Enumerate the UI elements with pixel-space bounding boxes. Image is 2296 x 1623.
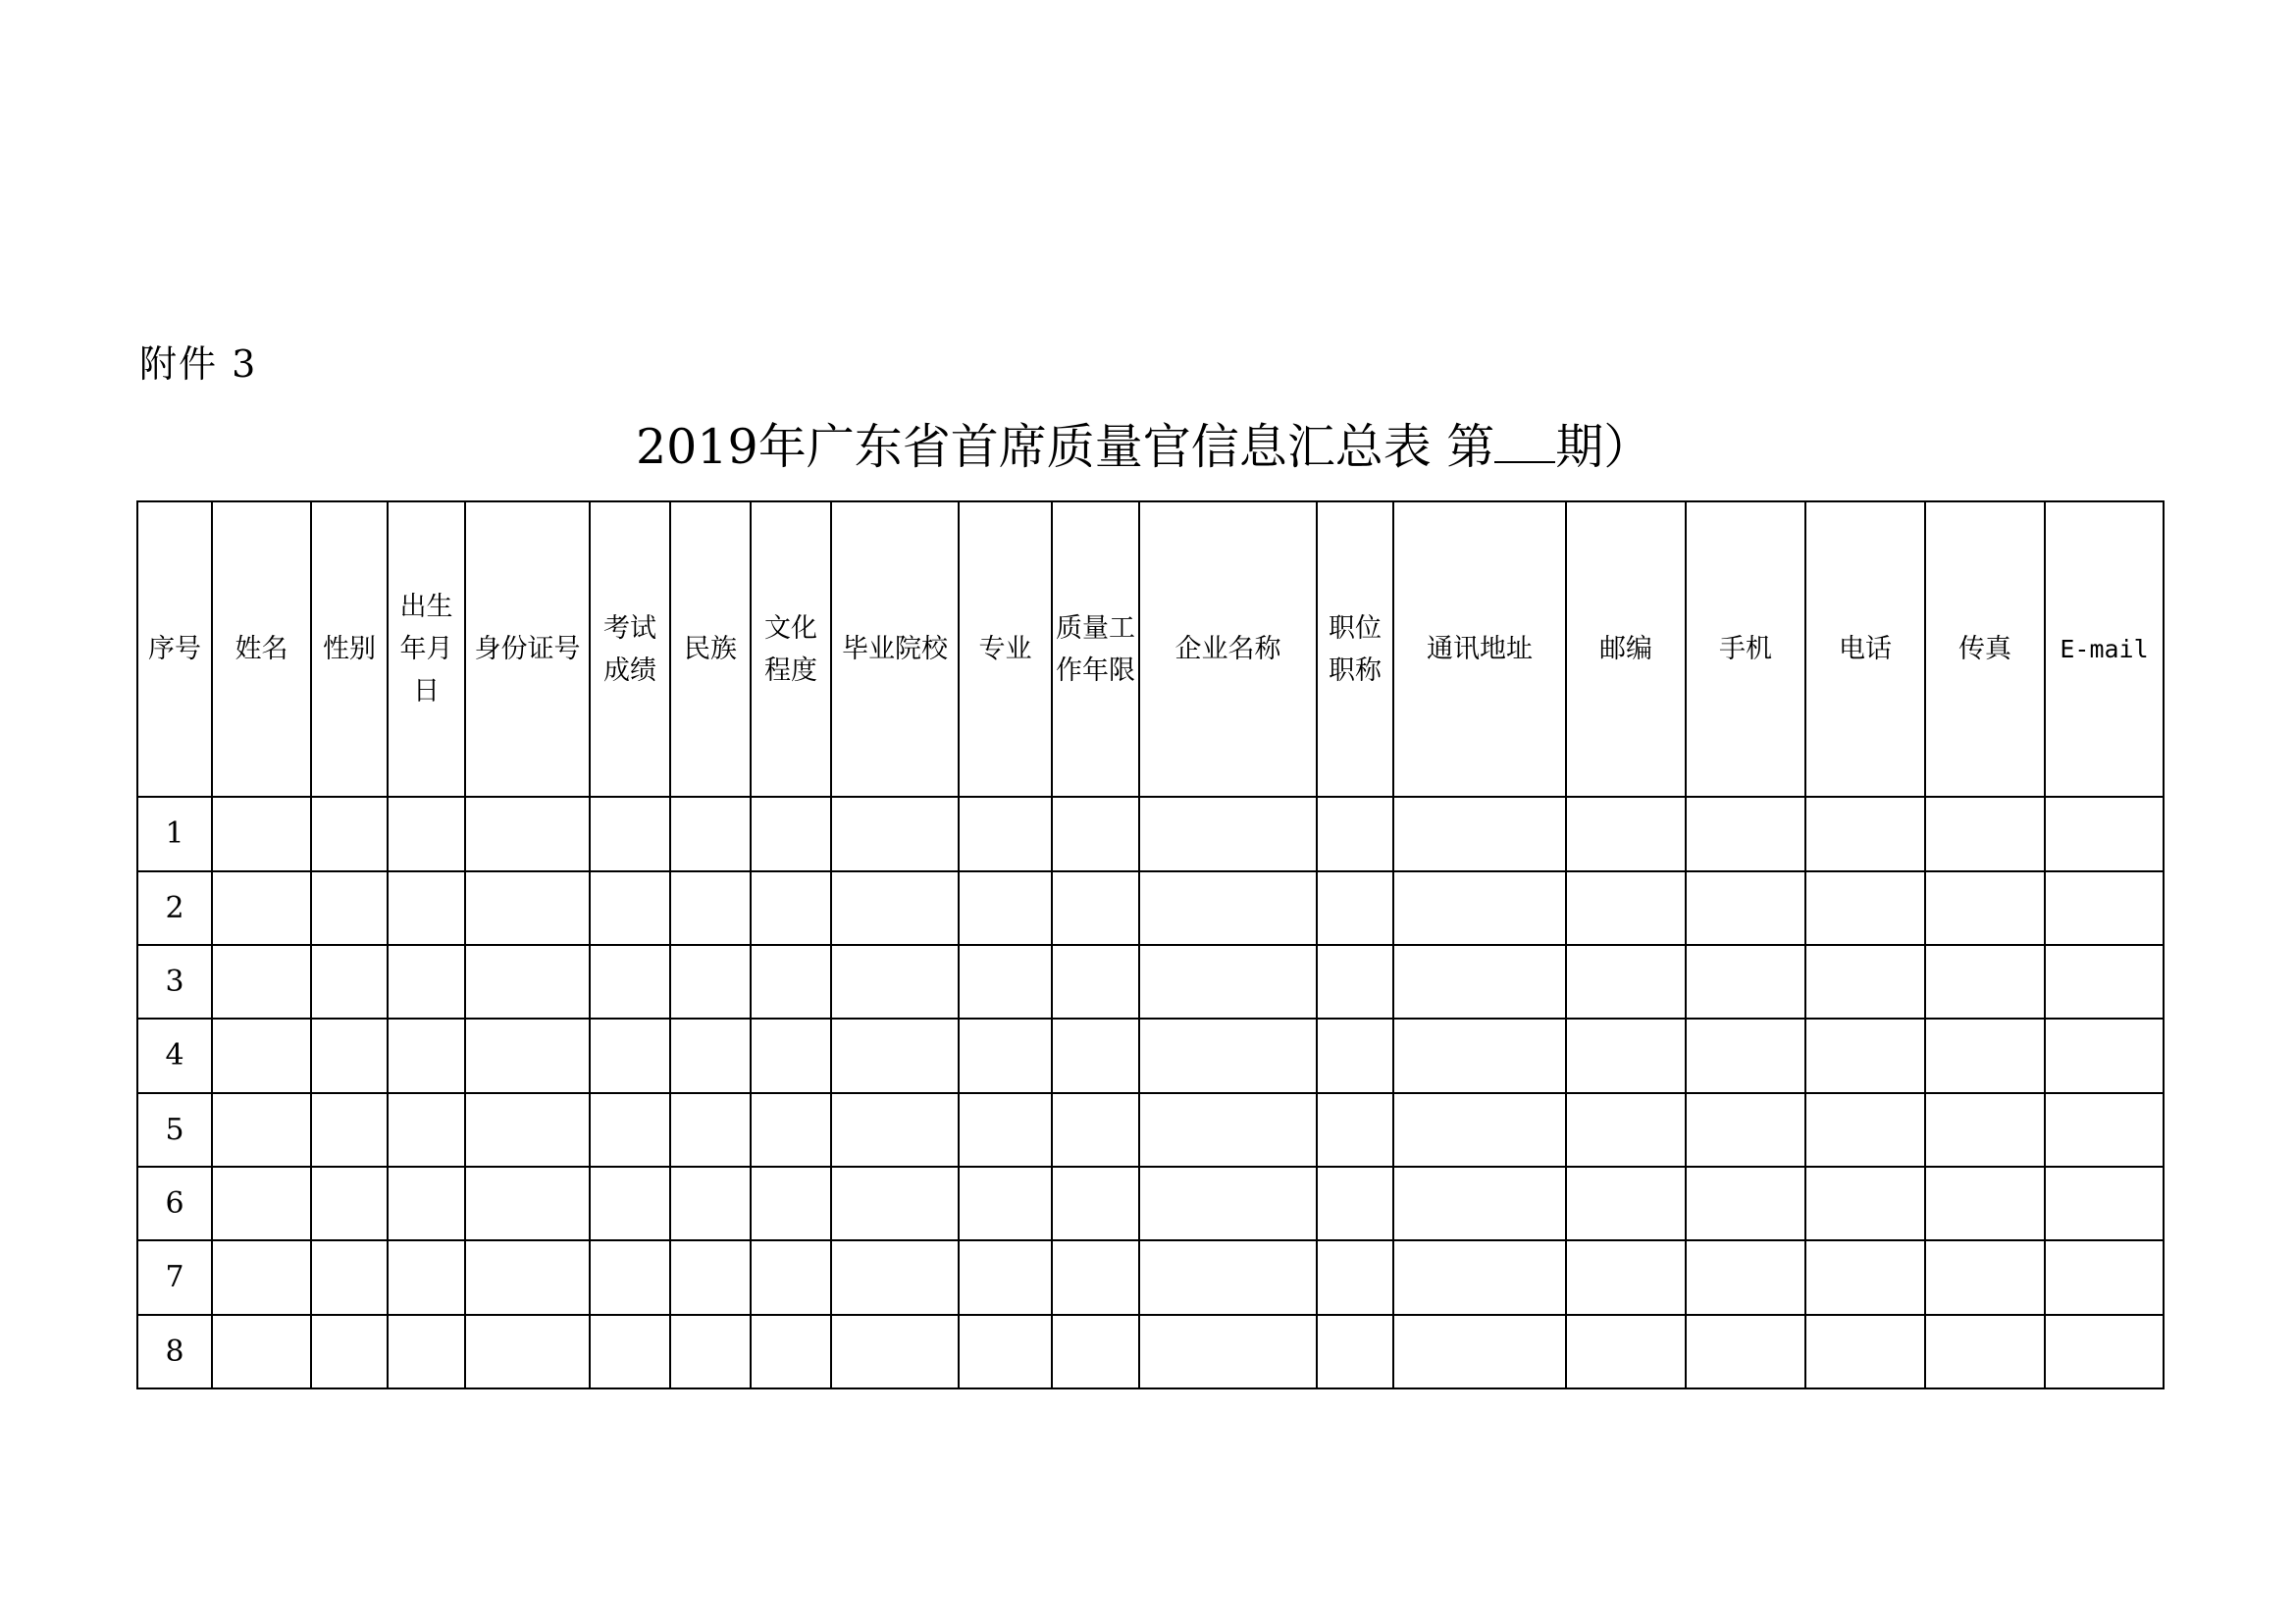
cell-quality-years[interactable] <box>1052 1240 1139 1314</box>
cell-email[interactable] <box>2045 797 2164 870</box>
cell-quality-years[interactable] <box>1052 945 1139 1019</box>
header-birth-date: 出生 年月 日 <box>388 501 465 797</box>
cell-phone[interactable] <box>1805 871 1925 945</box>
cell-education[interactable] <box>751 871 831 945</box>
cell-major[interactable] <box>959 797 1052 870</box>
cell-gender[interactable] <box>311 1093 388 1167</box>
header-phone: 电话 <box>1805 501 1925 797</box>
cell-gender[interactable] <box>311 1240 388 1314</box>
cell-ethnicity[interactable] <box>670 871 751 945</box>
cell-position-title[interactable] <box>1317 797 1393 870</box>
cell-exam-score[interactable] <box>590 1315 670 1388</box>
cell-birth-date[interactable] <box>388 1167 465 1240</box>
cell-company-name[interactable] <box>1139 871 1317 945</box>
cell-postcode[interactable] <box>1566 1240 1686 1314</box>
info-summary-table <box>136 500 2165 1389</box>
cell-major[interactable] <box>959 1019 1052 1092</box>
header-gender: 性别 <box>311 501 388 797</box>
cell-education[interactable] <box>751 1315 831 1388</box>
header-education: 文化 程度 <box>751 501 831 797</box>
cell-quality-years[interactable] <box>1052 1019 1139 1092</box>
cell-name[interactable] <box>212 871 311 945</box>
cell-position-title[interactable] <box>1317 1093 1393 1167</box>
cell-mobile[interactable] <box>1686 797 1805 870</box>
cell-fax[interactable] <box>1925 1093 2045 1167</box>
cell-name[interactable] <box>212 945 311 1019</box>
cell-address[interactable] <box>1393 1315 1566 1388</box>
table-row <box>137 945 2164 1019</box>
cell-email[interactable] <box>2045 871 2164 945</box>
cell-major[interactable] <box>959 1167 1052 1240</box>
cell-company-name[interactable] <box>1139 1019 1317 1092</box>
cell-education[interactable] <box>751 945 831 1019</box>
cell-mobile[interactable] <box>1686 871 1805 945</box>
cell-exam-score[interactable] <box>590 1240 670 1314</box>
cell-major[interactable] <box>959 871 1052 945</box>
cell-ethnicity[interactable] <box>670 1019 751 1092</box>
cell-gender[interactable] <box>311 1019 388 1092</box>
cell-birth-date[interactable] <box>388 1093 465 1167</box>
cell-email[interactable] <box>2045 1240 2164 1314</box>
cell-phone[interactable] <box>1805 1019 1925 1092</box>
cell-school[interactable] <box>831 1167 959 1240</box>
cell-name[interactable] <box>212 1019 311 1092</box>
cell-company-name[interactable] <box>1139 1093 1317 1167</box>
cell-phone[interactable] <box>1805 1240 1925 1314</box>
cell-mobile[interactable] <box>1686 1019 1805 1092</box>
page-title <box>636 418 1652 475</box>
cell-phone[interactable] <box>1805 945 1925 1019</box>
table-header-row <box>137 501 2164 797</box>
cell-phone[interactable] <box>1805 1315 1925 1388</box>
cell-address[interactable] <box>1393 945 1566 1019</box>
row-number: 2 <box>137 871 212 945</box>
cell-company-name[interactable] <box>1139 1240 1317 1314</box>
cell-quality-years[interactable] <box>1052 1093 1139 1167</box>
cell-exam-score[interactable] <box>590 1019 670 1092</box>
cell-company-name[interactable] <box>1139 1315 1317 1388</box>
cell-address[interactable] <box>1393 1093 1566 1167</box>
cell-address[interactable] <box>1393 1167 1566 1240</box>
cell-ethnicity[interactable] <box>670 945 751 1019</box>
header-school: 毕业院校 <box>831 501 959 797</box>
cell-birth-date[interactable] <box>388 945 465 1019</box>
cell-exam-score[interactable] <box>590 871 670 945</box>
cell-mobile[interactable] <box>1686 1240 1805 1314</box>
cell-fax[interactable] <box>1925 1019 2045 1092</box>
cell-mobile[interactable] <box>1686 945 1805 1019</box>
cell-quality-years[interactable] <box>1052 871 1139 945</box>
cell-position-title[interactable] <box>1317 945 1393 1019</box>
cell-fax[interactable] <box>1925 1240 2045 1314</box>
header-mobile: 手机 <box>1686 501 1805 797</box>
header-exam-score: 考试 成绩 <box>590 501 670 797</box>
cell-fax[interactable] <box>1925 1315 2045 1388</box>
cell-ethnicity[interactable] <box>670 797 751 870</box>
cell-email[interactable] <box>2045 1315 2164 1388</box>
cell-exam-score[interactable] <box>590 945 670 1019</box>
cell-birth-date[interactable] <box>388 797 465 870</box>
header-company-name: 企业名称 <box>1139 501 1317 797</box>
cell-name[interactable] <box>212 797 311 870</box>
cell-address[interactable] <box>1393 797 1566 870</box>
header-ethnicity: 民族 <box>670 501 751 797</box>
cell-id-number[interactable] <box>465 1315 590 1388</box>
cell-exam-score[interactable] <box>590 797 670 870</box>
cell-address[interactable] <box>1393 1240 1566 1314</box>
cell-education[interactable] <box>751 1093 831 1167</box>
cell-major[interactable] <box>959 945 1052 1019</box>
cell-id-number[interactable] <box>465 1093 590 1167</box>
cell-mobile[interactable] <box>1686 1167 1805 1240</box>
cell-birth-date[interactable] <box>388 1315 465 1388</box>
cell-birth-date[interactable] <box>388 1240 465 1314</box>
cell-major[interactable] <box>959 1315 1052 1388</box>
cell-position-title[interactable] <box>1317 1019 1393 1092</box>
cell-exam-score[interactable] <box>590 1167 670 1240</box>
header-address: 通讯地址 <box>1393 501 1566 797</box>
header-email: E-mail <box>2045 501 2164 797</box>
cell-address[interactable] <box>1393 1019 1566 1092</box>
attachment-label: 附件 3 <box>139 342 258 386</box>
cell-education[interactable] <box>751 1019 831 1092</box>
row-number: 5 <box>137 1093 212 1167</box>
cell-postcode[interactable] <box>1566 945 1686 1019</box>
cell-education[interactable] <box>751 1167 831 1240</box>
cell-postcode[interactable] <box>1566 797 1686 870</box>
cell-mobile[interactable] <box>1686 1315 1805 1388</box>
cell-fax[interactable] <box>1925 871 2045 945</box>
cell-email[interactable] <box>2045 1019 2164 1092</box>
cell-major[interactable] <box>959 1093 1052 1167</box>
cell-gender[interactable] <box>311 871 388 945</box>
cell-fax[interactable] <box>1925 797 2045 870</box>
cell-school[interactable] <box>831 1093 959 1167</box>
cell-ethnicity[interactable] <box>670 1315 751 1388</box>
cell-ethnicity[interactable] <box>670 1093 751 1167</box>
cell-position-title[interactable] <box>1317 1315 1393 1388</box>
cell-birth-date[interactable] <box>388 1019 465 1092</box>
cell-school[interactable] <box>831 1019 959 1092</box>
cell-position-title[interactable] <box>1317 1167 1393 1240</box>
title-period-blank <box>1494 418 1555 463</box>
header-id-number: 身份证号 <box>465 501 590 797</box>
cell-name[interactable] <box>212 1315 311 1388</box>
cell-id-number[interactable] <box>465 1019 590 1092</box>
row-number: 8 <box>137 1315 212 1388</box>
cell-email[interactable] <box>2045 945 2164 1019</box>
cell-postcode[interactable] <box>1566 871 1686 945</box>
row-number: 3 <box>137 945 212 1019</box>
cell-email[interactable] <box>2045 1093 2164 1167</box>
cell-phone[interactable] <box>1805 797 1925 870</box>
table-row <box>137 1167 2164 1240</box>
cell-ethnicity[interactable] <box>670 1240 751 1314</box>
cell-education[interactable] <box>751 797 831 870</box>
cell-gender[interactable] <box>311 1167 388 1240</box>
cell-postcode[interactable] <box>1566 1019 1686 1092</box>
cell-id-number[interactable] <box>465 871 590 945</box>
cell-company-name[interactable] <box>1139 1167 1317 1240</box>
header-quality-years: 质量工 作年限 <box>1052 501 1139 797</box>
cell-school[interactable] <box>831 945 959 1019</box>
cell-education[interactable] <box>751 1240 831 1314</box>
cell-position-title[interactable] <box>1317 871 1393 945</box>
cell-major[interactable] <box>959 1240 1052 1314</box>
cell-gender[interactable] <box>311 1315 388 1388</box>
table-row <box>137 1019 2164 1092</box>
cell-quality-years[interactable] <box>1052 1167 1139 1240</box>
cell-position-title[interactable] <box>1317 1240 1393 1314</box>
table-row <box>137 1093 2164 1167</box>
cell-phone[interactable] <box>1805 1093 1925 1167</box>
table-row <box>137 871 2164 945</box>
header-name: 姓名 <box>212 501 311 797</box>
cell-school[interactable] <box>831 797 959 870</box>
cell-birth-date[interactable] <box>388 871 465 945</box>
table-row <box>137 1240 2164 1314</box>
cell-company-name[interactable] <box>1139 797 1317 870</box>
cell-school[interactable] <box>831 871 959 945</box>
cell-fax[interactable] <box>1925 945 2045 1019</box>
header-postcode: 邮编 <box>1566 501 1686 797</box>
table-row <box>137 1315 2164 1388</box>
cell-phone[interactable] <box>1805 1167 1925 1240</box>
table-body <box>137 501 2164 1388</box>
cell-ethnicity[interactable] <box>670 1167 751 1240</box>
cell-postcode[interactable] <box>1566 1093 1686 1167</box>
cell-fax[interactable] <box>1925 1167 2045 1240</box>
cell-name[interactable] <box>212 1093 311 1167</box>
cell-id-number[interactable] <box>465 797 590 870</box>
cell-postcode[interactable] <box>1566 1315 1686 1388</box>
cell-email[interactable] <box>2045 1167 2164 1240</box>
table-row <box>137 797 2164 870</box>
cell-id-number[interactable] <box>465 1240 590 1314</box>
row-number: 4 <box>137 1019 212 1092</box>
title-suffix: 期） <box>1555 419 1652 475</box>
cell-school[interactable] <box>831 1240 959 1314</box>
row-number: 7 <box>137 1240 212 1314</box>
cell-quality-years[interactable] <box>1052 1315 1139 1388</box>
cell-gender[interactable] <box>311 797 388 870</box>
header-seq: 序号 <box>137 501 212 797</box>
cell-exam-score[interactable] <box>590 1093 670 1167</box>
header-fax: 传真 <box>1925 501 2045 797</box>
header-position-title: 职位 职称 <box>1317 501 1393 797</box>
cell-id-number[interactable] <box>465 945 590 1019</box>
title-prefix: 2019年广东省首席质量官信息汇总表 第 <box>636 419 1495 475</box>
row-number: 6 <box>137 1167 212 1240</box>
cell-company-name[interactable] <box>1139 945 1317 1019</box>
cell-address[interactable] <box>1393 871 1566 945</box>
cell-gender[interactable] <box>311 945 388 1019</box>
cell-mobile[interactable] <box>1686 1093 1805 1167</box>
header-major: 专业 <box>959 501 1052 797</box>
cell-name[interactable] <box>212 1240 311 1314</box>
cell-quality-years[interactable] <box>1052 797 1139 870</box>
cell-school[interactable] <box>831 1315 959 1388</box>
cell-postcode[interactable] <box>1566 1167 1686 1240</box>
cell-name[interactable] <box>212 1167 311 1240</box>
row-number: 1 <box>137 797 212 870</box>
cell-id-number[interactable] <box>465 1167 590 1240</box>
